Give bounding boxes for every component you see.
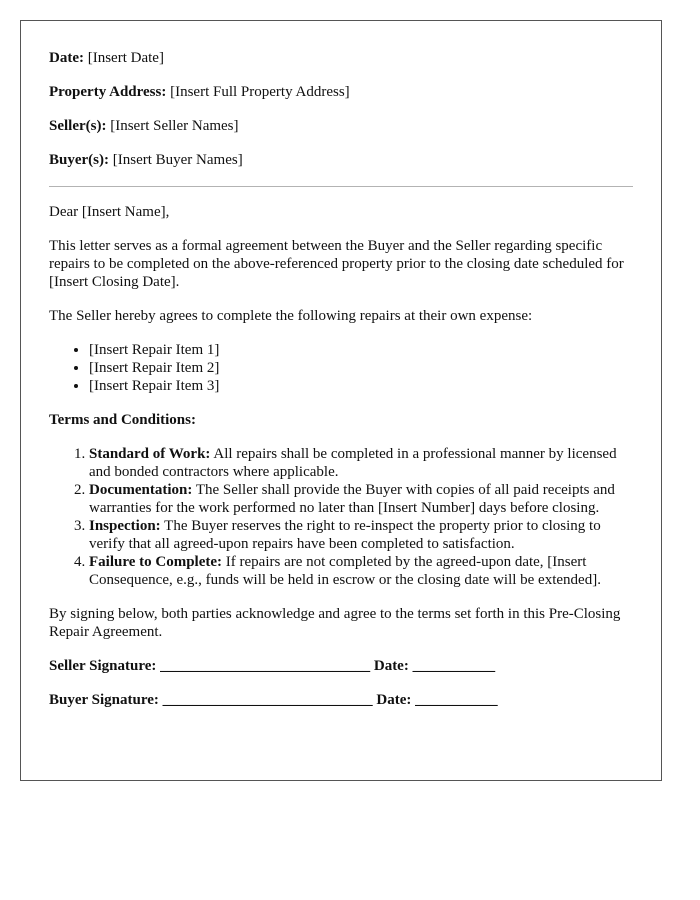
seller-label: Seller(s):	[49, 118, 107, 134]
seller-signature-date: Date: ___________	[373, 658, 496, 674]
date-label: Date:	[49, 50, 84, 66]
term-title: Standard of Work:	[89, 446, 211, 462]
buyer-value: [Insert Buyer Names]	[112, 152, 243, 168]
repairs-intro: The Seller hereby agrees to complete the following repairs at their own expense:	[49, 308, 533, 324]
property-address-label: Property Address:	[49, 84, 167, 100]
terms-heading: Terms and Conditions:	[49, 412, 196, 428]
seller-signature-line	[49, 657, 633, 675]
repair-list	[49, 341, 633, 395]
seller-line	[49, 117, 633, 135]
date-line	[49, 49, 633, 67]
intro-paragraph: This letter serves as a formal agreement between the Buyer and the Seller regarding specific repairs to be completed on the above-referenced property prior to the closing date scheduled for [Insert Closing Date].	[49, 238, 624, 290]
term-text: The Buyer reserves the right to re-inspect the property prior to closing to verify that all agreed-upon repairs have been completed to satisfaction.	[89, 518, 601, 552]
term-item	[89, 445, 633, 481]
buyer-signature-date: Date: ___________	[376, 692, 498, 708]
salutation: Dear [Insert Name],	[49, 204, 170, 220]
property-address-value: [Insert Full Property Address]	[170, 84, 350, 100]
closing-paragraph: By signing below, both parties acknowledge and agree to the terms set forth in this Pre-Closing Repair Agreement.	[49, 606, 621, 640]
date-value: [Insert Date]	[87, 50, 164, 66]
term-title: Failure to Complete:	[89, 554, 223, 570]
repair-item: • [Insert Repair Item 1]	[89, 341, 633, 359]
term-title: Inspection:	[89, 518, 161, 534]
agreement-letter	[20, 20, 662, 781]
property-address-line	[49, 83, 633, 101]
buyer-signature-label: Buyer Signature: ____________________________	[49, 692, 373, 708]
buyer-line	[49, 151, 633, 169]
term-text: All repairs shall be completed in a professional manner by licensed and bonded contractors where applicable.	[89, 446, 617, 480]
divider	[49, 186, 633, 187]
term-item	[89, 481, 633, 517]
seller-signature-label: Seller Signature: ____________________________	[49, 658, 371, 674]
repair-item: • [Insert Repair Item 3]	[89, 377, 633, 395]
terms-list	[49, 445, 633, 589]
seller-value: [Insert Seller Names]	[110, 118, 239, 134]
term-text: If repairs are not completed by the agreed-upon date, [Insert Consequence, e.g., funds will be held in escrow or the closing date will be extended].	[89, 554, 601, 588]
buyer-label: Buyer(s):	[49, 152, 109, 168]
term-item	[89, 517, 633, 553]
repair-item: • [Insert Repair Item 2]	[89, 359, 633, 377]
buyer-signature-line	[49, 691, 633, 709]
term-title: Documentation:	[89, 482, 193, 498]
term-item	[89, 553, 633, 589]
term-text: The Seller shall provide the Buyer with copies of all paid receipts and warranties for the work performed no later than [Insert Number] days before closing.	[89, 482, 615, 516]
